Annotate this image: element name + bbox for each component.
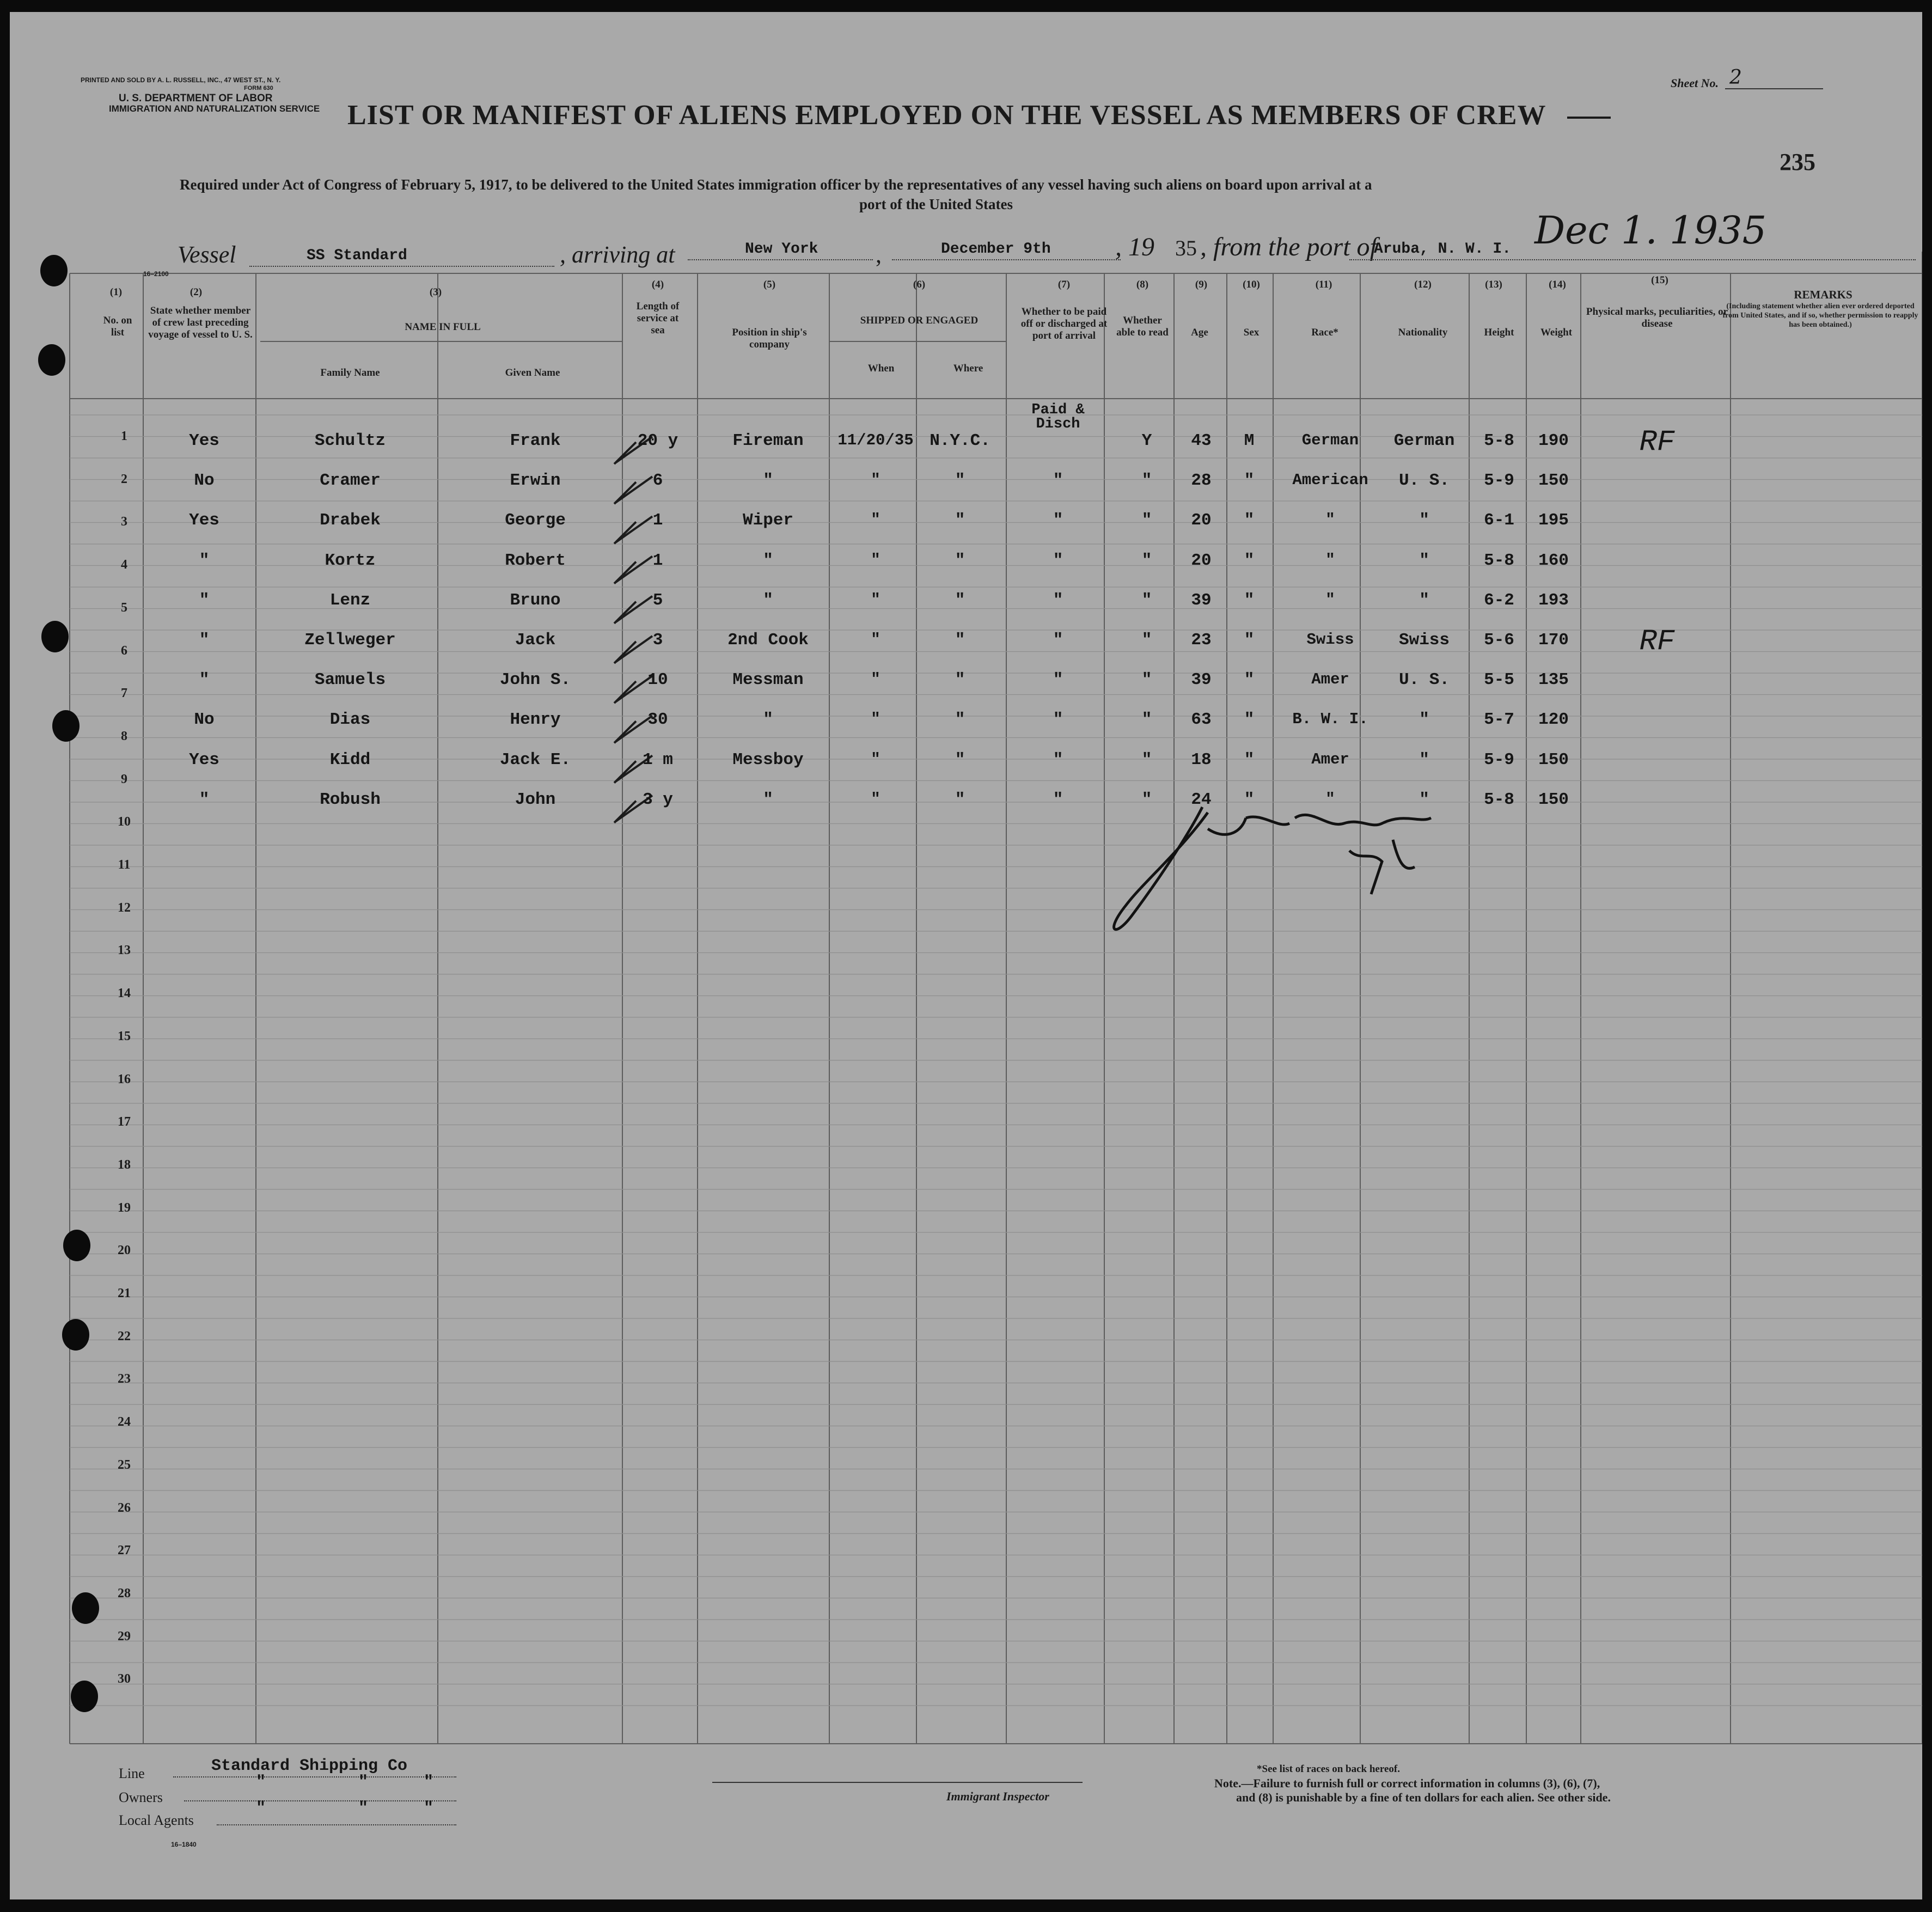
agents-ditto-2: ": [358, 1799, 369, 1818]
cell-position: Messboy: [732, 750, 804, 769]
cell-where: ": [955, 630, 965, 650]
cell-read: Y: [1141, 431, 1152, 450]
col-num-15: (15): [1651, 274, 1668, 286]
cell-where: ": [955, 471, 965, 491]
cell-family: Lenz: [329, 590, 371, 610]
ledger-grid: [10, 12, 1922, 1899]
table-row: [10, 471, 1922, 504]
row-number: 12: [118, 900, 131, 915]
col-num-8: (8): [1136, 279, 1149, 290]
cell-weight: 195: [1538, 511, 1569, 530]
cell-family: Drabek: [320, 511, 381, 530]
from-label: , from the port of: [1200, 233, 1377, 261]
cell-read: ": [1141, 790, 1152, 809]
row-number: 19: [118, 1200, 131, 1215]
stamp-number: 235: [1780, 149, 1815, 175]
cell-marks: RF: [1639, 426, 1675, 459]
cell-height: 5-7: [1484, 710, 1514, 730]
cell-when: ": [871, 710, 881, 729]
hdr-shipped-engaged: SHIPPED OR ENGAGED: [860, 315, 979, 326]
cell-weight: 150: [1538, 750, 1569, 769]
col-num-7: (7): [1057, 279, 1071, 290]
arrival-date: December 9th: [941, 241, 1051, 258]
col-num-9: (9): [1195, 279, 1208, 290]
cell-family: Dias: [329, 710, 371, 730]
row-number: 7: [121, 686, 127, 701]
cell-prev: Yes: [189, 431, 219, 450]
cell-where: N.Y.C.: [930, 431, 991, 450]
hdr-when: When: [867, 363, 895, 374]
row-number: 24: [118, 1415, 131, 1430]
footer-line-label: Line: [119, 1766, 145, 1781]
cell-nationality: ": [1419, 551, 1429, 570]
table-row: [10, 591, 1922, 624]
cell-sex: ": [1244, 790, 1255, 809]
table-row: [10, 551, 1922, 584]
cell-weight: 170: [1538, 630, 1569, 650]
cell-given: Henry: [510, 710, 561, 730]
page-title: LIST OR MANIFEST OF ALIENS EMPLOYED ON THE VESSEL AS MEMBERS OF CREW: [347, 100, 1546, 131]
cell-read: ": [1141, 511, 1152, 530]
cell-weight: 150: [1538, 471, 1569, 491]
hdr-race: Race*: [1311, 327, 1338, 338]
cell-nationality: ": [1419, 590, 1429, 610]
hdr-physical-marks: Physical marks, peculiarities, or disease: [1586, 306, 1728, 329]
hdr-remarks: REMARKS: [1794, 288, 1852, 301]
cell-weight: 150: [1538, 790, 1569, 809]
agents-ditto-3: ": [424, 1799, 434, 1818]
binding-hole: [41, 621, 69, 652]
cell-service: 1 m: [643, 750, 673, 769]
year: 35: [1175, 236, 1197, 260]
manifest-sheet: [10, 12, 1922, 1899]
owners-ditto-2: ": [358, 1773, 369, 1792]
binding-hole: [38, 344, 65, 376]
cell-family: Kortz: [325, 551, 376, 570]
hdr-nationality: Nationality: [1398, 327, 1448, 338]
col-num-2: (2): [189, 286, 203, 298]
cell-position: Messman: [732, 670, 804, 690]
inspector-signature-line: [712, 1782, 1083, 1783]
cell-prev: ": [199, 590, 210, 610]
cell-prev: Yes: [189, 750, 219, 769]
cell-given: George: [505, 511, 566, 530]
cell-read: ": [1141, 471, 1152, 491]
cell-service: 5: [652, 590, 663, 610]
row-number: 28: [118, 1586, 131, 1601]
cell-family: Zellweger: [304, 630, 396, 650]
table-row: [10, 790, 1922, 823]
col-num-14: (14): [1549, 279, 1566, 290]
row-number: 25: [118, 1457, 131, 1472]
year-prefix: , 19: [1115, 233, 1154, 261]
row-number: 2: [121, 472, 127, 486]
from-port: Aruba, N. W. I.: [1374, 241, 1512, 258]
cell-race: ": [1325, 790, 1335, 808]
cell-service: 20 y: [637, 431, 678, 450]
arrival-port: New York: [745, 241, 818, 258]
cell-prev: ": [199, 670, 210, 690]
cell-given: Jack E.: [499, 750, 571, 769]
hdr-age: Age: [1191, 327, 1208, 338]
cell-height: 5-9: [1484, 471, 1514, 491]
cell-when: ": [871, 551, 881, 569]
cell-nationality: ": [1419, 750, 1429, 769]
cell-race: Swiss: [1306, 630, 1354, 649]
row-number: 16: [118, 1072, 131, 1086]
form-number: FORM 630: [244, 85, 273, 91]
cell-read: ": [1141, 551, 1152, 570]
hdr-height: Height: [1484, 327, 1514, 338]
cell-height: 5-8: [1484, 790, 1514, 809]
form-code-bottom: 16–1840: [171, 1841, 197, 1848]
cell-given: Bruno: [510, 590, 561, 610]
cell-when: ": [871, 590, 881, 609]
row-number: 22: [118, 1329, 131, 1343]
cell-paid: ": [1053, 471, 1063, 491]
hdr-name-in-full: NAME IN FULL: [405, 321, 481, 333]
col-num-1: (1): [109, 286, 123, 298]
title-dash: [1567, 117, 1611, 119]
col-num-6: (6): [913, 279, 926, 290]
subtitle-line2: port of the United States: [859, 196, 1013, 212]
cell-service: 1: [652, 551, 663, 570]
row-number: 3: [121, 515, 127, 529]
cell-age: 63: [1191, 710, 1212, 730]
cell-sex: ": [1244, 750, 1255, 769]
cell-service: 10: [647, 670, 668, 690]
cell-weight: 120: [1538, 710, 1569, 730]
row-number: 11: [118, 858, 131, 872]
cell-position: ": [763, 551, 773, 570]
form-code-top: 16–2100: [143, 270, 169, 278]
table-row: [10, 670, 1922, 703]
footer-agents-label: Local Agents: [119, 1812, 194, 1828]
vessel-label: Vessel: [178, 241, 236, 268]
col-num-13: (13): [1485, 279, 1502, 290]
printer-imprint: PRINTED AND SOLD BY A. L. RUSSELL, INC., 47 WEST ST., N. Y.: [81, 76, 281, 84]
cell-age: 18: [1191, 750, 1212, 769]
cell-read: ": [1141, 590, 1152, 610]
col-num-3: (3): [429, 286, 442, 298]
cell-prev: Yes: [189, 511, 219, 530]
cell-prev: No: [194, 471, 215, 491]
row-number: 29: [118, 1629, 131, 1644]
cell-nationality: U. S.: [1398, 471, 1450, 491]
hdr-family-name: Family Name: [320, 367, 380, 378]
hdr-able-read: Whether able to read: [1116, 315, 1169, 338]
cell-weight: 193: [1538, 590, 1569, 610]
sheet-label: Sheet No.: [1671, 76, 1719, 90]
cell-where: ": [955, 750, 965, 769]
row-number: 5: [121, 600, 127, 615]
cell-race: Amer: [1311, 670, 1349, 689]
cell-age: 20: [1191, 511, 1212, 530]
cell-read: ": [1141, 670, 1152, 690]
row-number: 13: [118, 943, 131, 958]
cell-race: Amer: [1311, 750, 1349, 768]
row-number: 4: [121, 558, 127, 572]
cell-where: ": [955, 710, 965, 730]
cell-prev: ": [199, 790, 210, 809]
row-number: 1: [121, 429, 127, 443]
signature: [1114, 807, 1431, 930]
row-number: 20: [118, 1243, 131, 1258]
cell-race: American: [1292, 471, 1368, 490]
cell-paid: ": [1053, 590, 1063, 610]
cell-paid: ": [1053, 710, 1063, 730]
hdr-given-name: Given Name: [505, 367, 560, 378]
cell-when: ": [871, 471, 881, 490]
table-row: [10, 402, 1922, 464]
cell-age: 39: [1191, 590, 1212, 610]
hdr-remarks-note: (Including statement whether alien ever ordered deported from United States, and if so, whether permission to reapply has been obtained.): [1722, 302, 1918, 329]
cell-position: 2nd Cook: [727, 630, 809, 650]
cell-when: ": [871, 750, 881, 768]
hdr-no-on-list: No. on list: [103, 315, 132, 338]
cell-race: ": [1325, 551, 1335, 569]
cell-given: Jack: [515, 630, 556, 650]
row-number: 26: [118, 1500, 131, 1515]
cell-position: Fireman: [732, 431, 804, 450]
hdr-where: Where: [953, 363, 983, 374]
footer-line-value: Standard Shipping Co: [211, 1757, 408, 1775]
cell-sex: M: [1244, 431, 1255, 450]
cell-when: ": [871, 790, 881, 808]
cell-age: 39: [1191, 670, 1212, 690]
row-number: 14: [118, 986, 131, 1001]
arriving-label: , arriving at: [560, 241, 675, 268]
cell-position: ": [763, 471, 773, 491]
row-number: 27: [118, 1543, 131, 1558]
cell-marks: RF: [1639, 625, 1675, 658]
cell-paid: ": [1053, 551, 1063, 570]
cell-where: ": [955, 590, 965, 610]
cell-age: 28: [1191, 471, 1212, 491]
table-row: [10, 511, 1922, 543]
col-num-4: (4): [651, 279, 664, 290]
cell-sex: ": [1244, 630, 1255, 650]
cell-weight: 190: [1538, 431, 1569, 450]
row-number: 10: [118, 815, 131, 829]
cell-race: German: [1301, 431, 1359, 449]
hdr-crew-previous: State whether member of crew last preceding voyage of vessel to U. S.: [148, 305, 253, 340]
col-num-12: (12): [1414, 279, 1432, 290]
footer-owners-label: Owners: [119, 1789, 163, 1805]
cell-read: ": [1141, 630, 1152, 650]
inspector-label: Immigrant Inspector: [946, 1789, 1049, 1803]
cell-family: Schultz: [314, 431, 386, 450]
row-number: 9: [121, 772, 127, 786]
cell-sex: ": [1244, 471, 1255, 491]
cell-where: ": [955, 670, 965, 690]
cell-paid: ": [1053, 511, 1063, 530]
cell-paid: Paid & Disch: [1031, 402, 1085, 432]
cell-sex: ": [1244, 670, 1255, 690]
hdr-length-service: Length of service at sea: [636, 301, 680, 336]
subtitle-line1: Required under Act of Congress of February 5, 1917, to be delivered to the United States immigration officer by the representatives of any vessel having such aliens on board upon arrival at a: [180, 176, 1372, 193]
vessel-name: SS Standard: [307, 247, 407, 264]
cell-height: 5-5: [1484, 670, 1514, 690]
cell-position: Wiper: [742, 511, 793, 530]
cell-sex: ": [1244, 551, 1255, 570]
cell-paid: ": [1053, 790, 1063, 809]
row-number: 17: [118, 1115, 131, 1129]
cell-age: 43: [1191, 431, 1212, 450]
row-number: 15: [118, 1029, 131, 1043]
binding-hole: [72, 1592, 99, 1624]
cell-position: ": [763, 590, 773, 610]
binding-hole: [63, 1230, 90, 1261]
cell-when: ": [871, 630, 881, 649]
cell-nationality: ": [1419, 710, 1429, 730]
cell-sex: ": [1244, 590, 1255, 610]
cell-prev: ": [199, 630, 210, 650]
cell-nationality: U. S.: [1398, 670, 1450, 690]
cell-read: ": [1141, 710, 1152, 730]
cell-paid: ": [1053, 670, 1063, 690]
cell-given: Erwin: [510, 471, 561, 491]
cell-when: ": [871, 511, 881, 529]
cell-race: ": [1325, 511, 1335, 529]
cell-where: ": [955, 790, 965, 809]
cell-weight: 160: [1538, 551, 1569, 570]
cell-family: Cramer: [320, 471, 381, 491]
agents-ditto-1: ": [256, 1799, 266, 1818]
binding-hole: [40, 255, 68, 286]
cell-given: Frank: [510, 431, 561, 450]
cell-nationality: Swiss: [1398, 630, 1450, 650]
row-number: 6: [121, 643, 127, 658]
cell-where: ": [955, 511, 965, 530]
row-number: 8: [121, 729, 127, 743]
cell-read: ": [1141, 750, 1152, 769]
row-number: 23: [118, 1372, 131, 1386]
cell-family: Robush: [320, 790, 381, 809]
table-row: [10, 750, 1922, 783]
note-line1: Note.—Failure to furnish full or correct information in columns (3), (6), (7),: [1214, 1776, 1600, 1790]
cell-sex: ": [1244, 511, 1255, 530]
cell-nationality: German: [1393, 431, 1455, 450]
cell-race: B. W. I.: [1292, 710, 1368, 729]
cell-paid: ": [1053, 630, 1063, 650]
cell-height: 5-8: [1484, 551, 1514, 570]
col-num-11: (11): [1315, 279, 1332, 290]
cell-height: 5-6: [1484, 630, 1514, 650]
col-num-5: (5): [763, 279, 776, 290]
row-number: 21: [118, 1286, 131, 1300]
sheet-number-rule: [1725, 88, 1823, 89]
cell-sex: ": [1244, 710, 1255, 730]
cell-service: 30: [647, 710, 668, 730]
cell-where: ": [955, 551, 965, 570]
cell-age: 23: [1191, 630, 1212, 650]
cell-service: 1: [652, 511, 663, 530]
cell-paid: ": [1053, 750, 1063, 769]
cell-when: 11/20/35: [837, 431, 914, 449]
table-row: [10, 625, 1922, 663]
row-number: 18: [118, 1157, 131, 1172]
hdr-sex: Sex: [1243, 327, 1260, 338]
cell-nationality: ": [1419, 790, 1429, 809]
cell-position: ": [763, 790, 773, 809]
sheet-number: 2: [1729, 66, 1742, 89]
cell-height: 5-8: [1484, 431, 1514, 450]
hdr-paid-off: Whether to be paid off or discharged at port of arrival: [1020, 306, 1108, 341]
cell-height: 5-9: [1484, 750, 1514, 769]
comma: ,: [876, 241, 882, 268]
cell-prev: ": [199, 551, 210, 570]
binding-hole: [62, 1319, 89, 1351]
cell-age: 20: [1191, 551, 1212, 570]
cell-service: 3: [652, 630, 663, 650]
table-row: [10, 710, 1922, 743]
cell-family: Kidd: [329, 750, 371, 769]
cell-weight: 135: [1538, 670, 1569, 690]
department-label: U. S. DEPARTMENT OF LABOR: [119, 93, 273, 104]
cell-service: 6: [652, 471, 663, 491]
cell-nationality: ": [1419, 511, 1429, 530]
cell-age: 24: [1191, 790, 1212, 809]
col-num-10: (10): [1243, 279, 1260, 290]
cell-given: John S.: [499, 670, 571, 690]
handwritten-date: Dec 1. 1935: [1534, 208, 1767, 253]
cell-given: Robert: [505, 551, 566, 570]
cell-when: ": [871, 670, 881, 689]
owners-ditto-1: ": [256, 1773, 266, 1792]
hdr-position: Position in ship's company: [732, 327, 807, 350]
note-line2: and (8) is punishable by a fine of ten dollars for each alien. See other side.: [1236, 1791, 1611, 1804]
hdr-weight: Weight: [1540, 327, 1573, 338]
cell-position: ": [763, 710, 773, 730]
service-label: IMMIGRATION AND NATURALIZATION SERVICE: [109, 103, 320, 114]
cell-height: 6-2: [1484, 590, 1514, 610]
cell-prev: No: [194, 710, 215, 730]
note-races: *See list of races on back hereof.: [1257, 1763, 1400, 1775]
row-number: 30: [118, 1672, 131, 1687]
cell-height: 6-1: [1484, 511, 1514, 530]
binding-hole: [52, 710, 80, 742]
cell-given: John: [515, 790, 556, 809]
owners-ditto-3: ": [424, 1773, 434, 1792]
binding-hole: [71, 1681, 98, 1712]
cell-family: Samuels: [314, 670, 386, 690]
cell-race: ": [1325, 590, 1335, 609]
cell-service: 3 y: [643, 790, 673, 809]
